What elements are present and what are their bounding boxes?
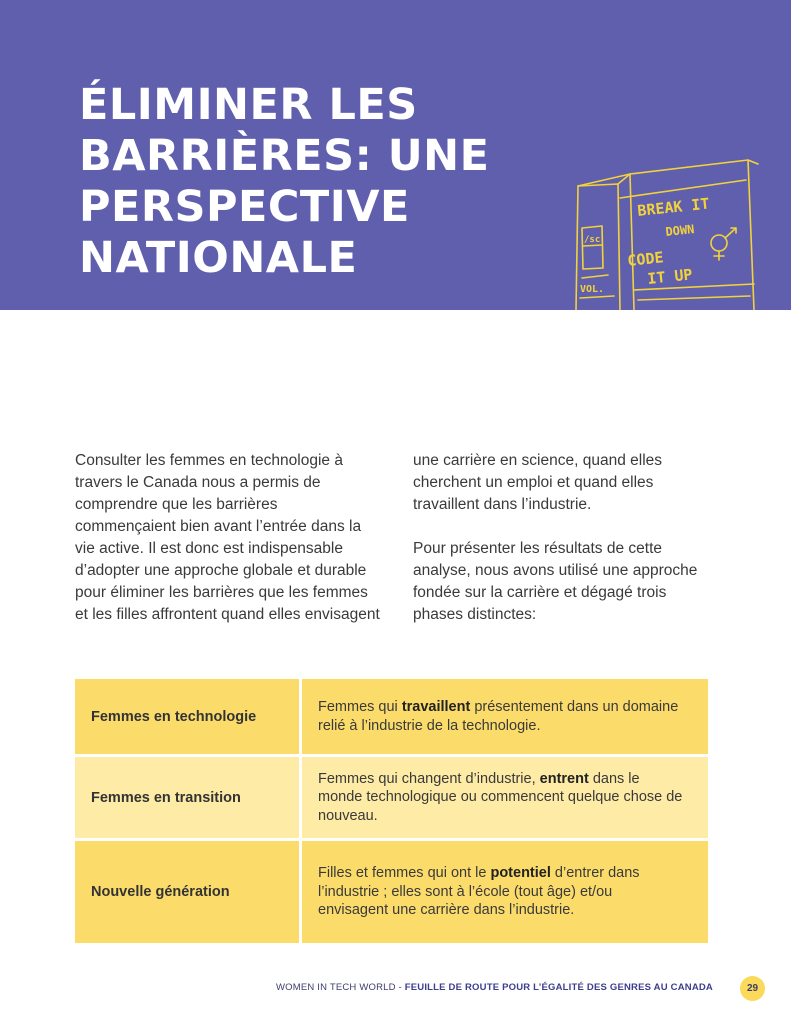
title-line: PERSPECTIVE (79, 182, 410, 232)
paragraph: une carrière en science, quand elles cherchent un emploi et quand elles travaillent dans l’industrie. (413, 452, 663, 513)
header-banner (0, 0, 791, 310)
phase-label: Femmes en transition (75, 757, 299, 838)
body-text-left (75, 450, 380, 648)
sketch-text: /sc (584, 235, 601, 245)
sketch-text: CODE (626, 248, 665, 270)
table-row (75, 841, 708, 943)
title-line: ÉLIMINER LES (79, 80, 418, 130)
paragraph: Pour présenter les résultats de cette analyse, nous avons utilisé une approche fondée sur la carrière et dégagé trois phases distinctes: (413, 540, 698, 623)
books-sketch-illustration (568, 150, 768, 310)
sketch-text: IT UP (646, 265, 694, 288)
paragraph: Consulter les femmes en technologie à travers le Canada nous a permis de comprendre que les barrières commençaient bien avant l’entrée dans la vie active. Il est donc est indispensable d’adopter une approche globale et durable pour éliminer les barrières que les femmes et les filles affrontent quand elles envisagent (75, 452, 380, 623)
phase-description: Femmes qui changent d’industrie, entrent dans le monde technologique ou commencent quelque chose de nouveau. (302, 757, 708, 838)
phase-label: Femmes en technologie (75, 679, 299, 754)
phase-description: Femmes qui travaillent présentement dans un domaine relié à l’industrie de la technologie. (302, 679, 708, 754)
body-text-right (413, 450, 713, 648)
phase-label: Nouvelle génération (75, 841, 299, 943)
sketch-text: DOWN (664, 222, 696, 239)
footer-org: WOMEN IN TECH WORLD - (275, 982, 405, 993)
sketch-text: BREAK IT (636, 194, 711, 220)
table-row (75, 757, 708, 838)
phases-table (75, 679, 708, 946)
sketch-text: VOL. (580, 284, 605, 295)
title-line: NATIONALE (79, 233, 358, 283)
table-row (75, 679, 708, 754)
page-footer (276, 982, 713, 993)
footer-document-title: FEUILLE DE ROUTE POUR L’ÉGALITÉ DES GENRES AU CANADA (404, 982, 713, 993)
title-line: BARRIÈRES: UNE (79, 131, 490, 181)
phase-description: Filles et femmes qui ont le potentiel d’entrer dans l’industrie ; elles sont à l’école (tout âge) et/ou envisagent une carrière dans l’industrie. (302, 841, 708, 943)
page-title (79, 80, 490, 284)
page-number-badge: 29 (740, 976, 765, 1001)
